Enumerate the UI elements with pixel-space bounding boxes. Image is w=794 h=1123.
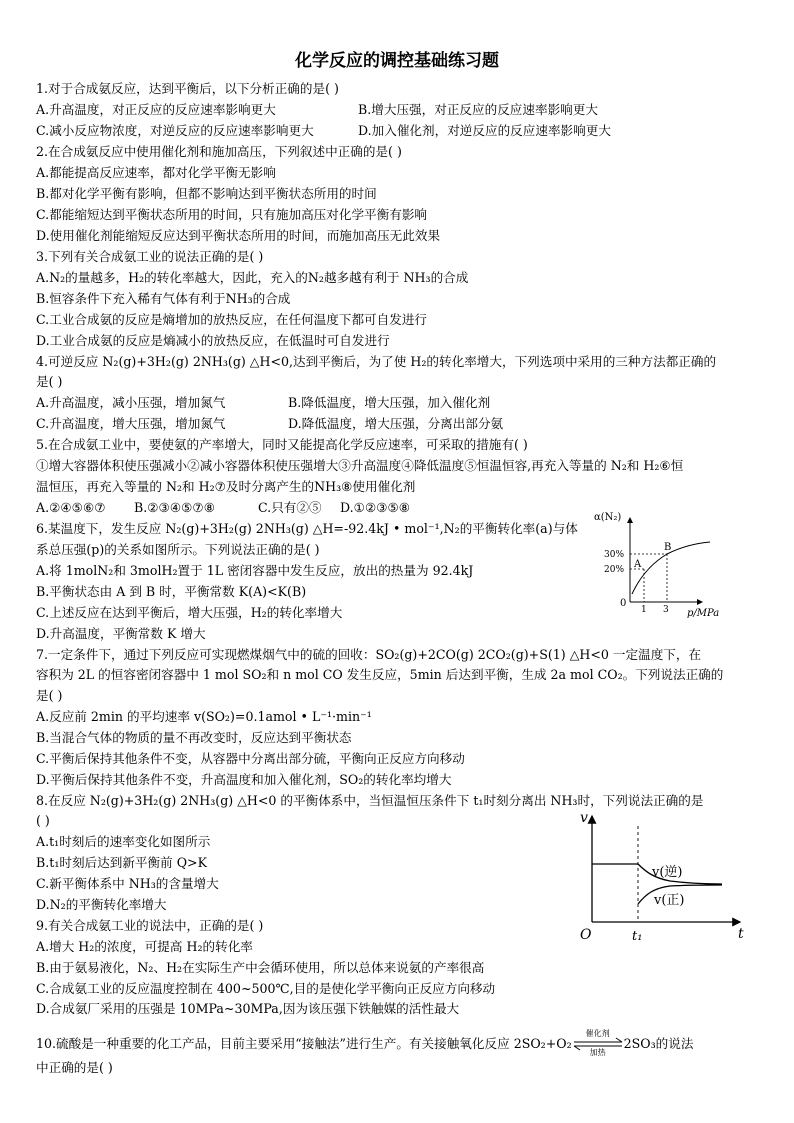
q4-option-c: C.升高温度，增大压强，增加氮气 [36,416,226,431]
q4-option-b: B.降低温度，增大压强，加入催化剂 [288,395,491,410]
q8-option-c: C.新平衡体系中 NH₃的含量增大 [36,876,219,891]
q10-stem-part1: 10.硫酸是一种重要的化工产品，目前主要采用“接触法”进行生产。有关接触氧化反应 2SO₂+O₂ [36,1036,572,1051]
q8-reverse-rate-label: v(逆) [652,865,683,880]
q6-point-b-label: B [664,542,672,553]
q1-option-c: C.减小反应物浓度，对逆反应的反应速率影响更大 [36,123,314,138]
q10-heat-label: 加热 [589,1048,606,1057]
q6-option-a: A.将 1molN₂和 3molH₂置于 1L 密闭容器中发生反应，放出的热量为 92.4kJ [36,563,474,578]
q1-stem: 1.对于合成氨反应，达到平衡后，以下分析正确的是( ) [36,81,339,96]
q2-stem: 2.在合成氨反应中使用催化剂和施加高压，下列叙述中正确的是( ) [36,144,402,159]
q7-option-c: C.平衡后保持其他条件不变，从容器中分离出部分硫，平衡向正反应方向移动 [36,751,465,766]
q8-t1-label: t₁ [632,929,643,942]
q7-stem-line3: 是( ) [36,688,63,703]
q9-stem: 9.有关合成氨工业的说法中，正确的是( ) [36,918,264,933]
q2-option-a: A.都能提高反应速率，都对化学平衡无影响 [36,165,276,180]
q8-option-b: B.t₁时刻后达到新平衡前 Q>K [36,855,207,870]
q6-x-tick-1: 1 [641,605,647,615]
q2-option-d: D.使用催化剂能缩短反应达到平衡状态所用的时间，而施加高压无此效果 [36,228,441,243]
q1-option-b: B.增大压强，对正反应的反应速率影响更大 [358,102,598,117]
q8-forward-rate-label: v(正) [654,893,685,908]
q8-x-label: t [738,926,744,942]
q5-measures-line2: 温恒压，再充入等量的 N₂和 H₂⑦及时分离产生的NH₃⑧使用催化剂 [36,479,416,494]
q9-option-b: B.由于氨易液化，N₂、H₂在实际生产中会循环使用，所以总体来说氨的产率很高 [36,960,485,975]
q6-point-a-label: A [634,559,642,570]
q3-option-a: A.N₂的量越多，H₂的转化率越大，因此，充入的N₂越多越有利于 NH₃的合成 [36,270,469,285]
q1-option-a: A.升高温度，对正反应的反应速率影响更大 [36,102,276,117]
q6-option-c: C.上述反应在达到平衡后，增大压强，H₂的转化率增大 [36,605,343,620]
q4-stem-line2: 是( ) [36,374,63,389]
q5-option-c: C.只有②⑤ [258,500,322,515]
q10-reaction-arrow [572,1029,624,1057]
q10-stem-line2: 中正确的是( ) [36,1060,113,1075]
q3-option-c: C.工业合成氨的反应是熵增加的放热反应，在任何温度下都可自发进行 [36,312,428,327]
q7-option-d: D.平衡后保持其他条件不变，升高温度和加入催化剂，SO₂的转化率均增大 [36,772,452,787]
q8-y-label: v [580,810,588,826]
q10-stem-line1 [36,1029,694,1057]
q8-option-d: D.N₂的平衡转化率增大 [36,897,167,912]
q1-option-d: D.加入催化剂，对逆反应的反应速率影响更大 [358,123,611,138]
q5-option-d: D.①②③⑤⑧ [340,500,411,515]
q6-x-label: p/MPa [687,608,720,618]
q6-option-d: D.升高温度，平衡常数 K 增大 [36,626,206,641]
q4-option-d: D.降低温度，增大压强，分离出部分氨 [288,416,504,431]
q9-option-d: D.合成氨厂采用的压强是 10MPa~30MPa,因为该压强下铁触媒的活性最大 [36,1001,460,1016]
q6-stem-line2: 系总压强(p)的关系如图所示。下列说法正确的是( ) [36,542,320,557]
q5-option-b: B.②③④⑤⑦⑧ [134,500,215,515]
q9-option-a: A.增大 H₂的浓度，可提高 H₂的转化率 [36,939,253,954]
q5-option-a: A.②④⑤⑥⑦ [36,500,106,515]
q6-figure [592,506,742,618]
q5-measures-line1: ①增大容器体积使压强减小②减小容器体积使压强增大③升高温度④降低温度⑤恒温恒容,再充入等量的 N₂和 H₂⑥恒 [36,458,684,473]
q8-stem-line2: ( ) [36,813,50,828]
q3-option-b: B.恒容条件下充入稀有气体有利于NH₃的合成 [36,291,291,306]
q7-stem-line1: 7.一定条件下，通过下列反应可实现燃煤烟气中的硫的回收：SO₂(g)+2CO(g) 2CO₂(g)+S(1) △H<0 一定温度下，在 [36,647,702,662]
page-title: 化学反应的调控基础练习题 [295,51,499,71]
q7-option-a: A.反应前 2min 的平均速率 v(SO₂)=0.1amol • L⁻¹·min⁻¹ [36,709,372,724]
q10-stem-part2: 2SO₃的说法 [623,1036,694,1051]
q6-y-tick-20: 20% [604,565,625,575]
q8-option-a: A.t₁时刻后的速率变化如图所示 [36,834,211,849]
q5-stem: 5.在合成氨工业中，要使氨的产率增大，同时又能提高化学反应速率，可采取的措施有( ) [36,437,528,452]
q6-y-tick-30: 30% [604,550,625,560]
q6-origin-label: 0 [620,598,627,609]
q8-origin-label: O [580,927,592,942]
q10-catalyst-label: 催化剂 [585,1029,610,1038]
q9-option-c: C.合成氨工业的反应温度控制在 400~500℃,目的是使化学平衡向正反应方向移动 [36,981,496,996]
q8-figure [574,806,754,942]
q4-option-a: A.升高温度，减小压强，增加氮气 [36,395,226,410]
q3-stem: 3.下列有关合成氨工业的说法正确的是( ) [36,249,264,264]
q6-x-tick-3: 3 [663,605,669,615]
q8-stem-line1: 8.在反应 N₂(g)+3H₂(g) 2NH₃(g) △H<0 的平衡体系中，当恒温恒压条件下 t₁时刻分离出 NH₃时，下列说法正确的是 [36,793,704,808]
q4-stem-line1: 4.可逆反应 N₂(g)+3H₂(g) 2NH₃(g) △H<0,达到平衡后，为了使 H₂的转化率增大，下列选项中采用的三种方法都正确的 [36,354,717,369]
q6-option-b: B.平衡状态由 A 到 B 时，平衡常数 K(A)<K(B) [36,584,307,599]
q7-stem-line2: 容积为 2L 的恒容密闭容器中 1 mol SO₂和 n mol CO 发生反应，5min 后达到平衡，生成 2a mol CO₂。下列说法正确的 [36,667,724,682]
q2-option-b: B.都对化学平衡有影响，但都不影响达到平衡状态所用的时间 [36,186,377,201]
q6-stem-line1: 6.某温度下，发生反应 N₂(g)+3H₂(g) 2NH₃(g) △H=-92.4kJ • mol⁻¹,N₂的平衡转化率(a)与体 [36,521,578,536]
q3-option-d: D.工业合成氨的反应是熵减小的放热反应，在低温时可自发进行 [36,333,390,348]
q6-y-label: α(N₂) [594,512,622,523]
q2-option-c: C.都能缩短达到平衡状态所用的时间，只有施加高压对化学平衡有影响 [36,207,428,222]
q7-option-b: B.当混合气体的物质的量不再改变时，反应达到平衡状态 [36,730,352,745]
